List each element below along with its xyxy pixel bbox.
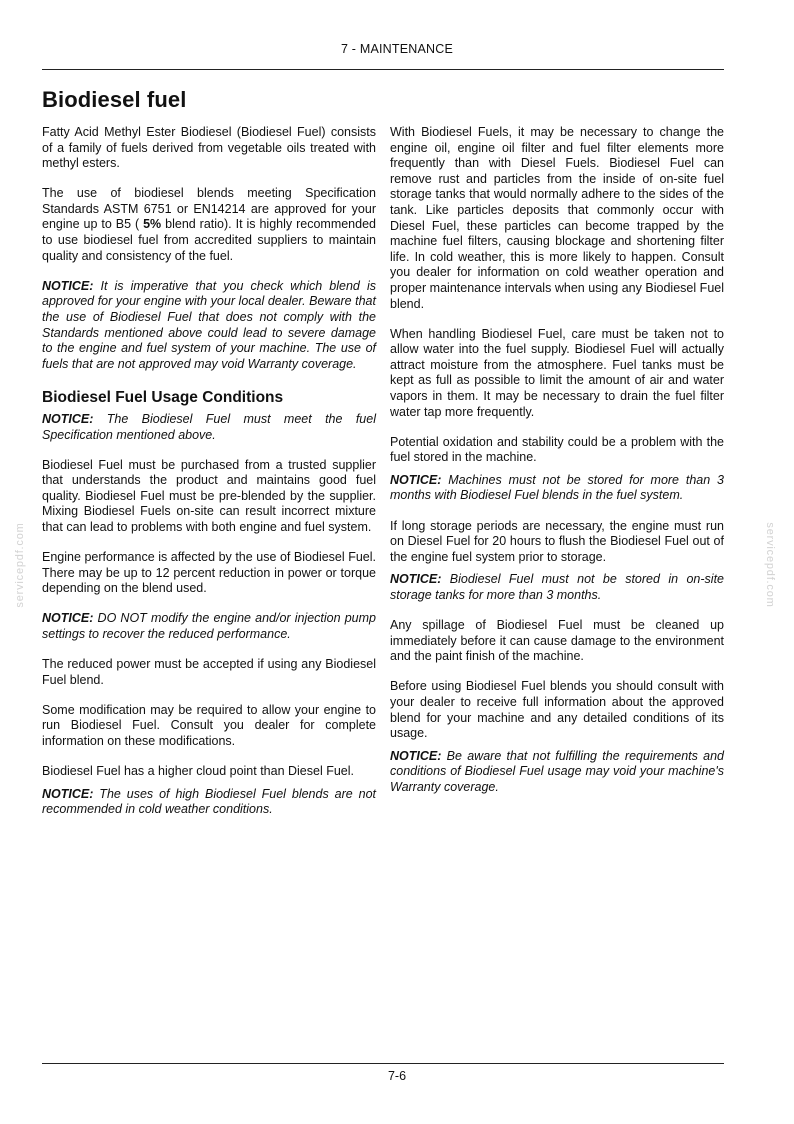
oxidation-paragraph: Potential oxidation and stability could be a problem with the fuel stored in the machine. (390, 434, 724, 465)
notice-warranty: NOTICE: Be aware that not fulfilling the requirements and conditions of Biodiesel Fuel usage may void your machine's Warranty coverage. (390, 748, 724, 794)
cloud-point-paragraph: Biodiesel Fuel has a higher cloud point than Diesel Fuel. (42, 764, 354, 778)
watermark-right: servicepdf.com (764, 522, 776, 608)
long-storage-paragraph: If long storage periods are necessary, the engine must run on Diesel Fuel for 20 hours to flush the Biodiesel Fuel out of the engine fuel system prior to storage. (390, 518, 724, 564)
header-rule (42, 69, 724, 70)
page-number: 7-6 (387, 1069, 407, 1083)
modification-paragraph: Some modification may be required to allow your engine to run Biodiesel Fuel. Consult you dealer for complete information on these modifications. (42, 702, 376, 748)
section-subheading: Biodiesel Fuel Usage Conditions (42, 389, 284, 407)
spillage-paragraph: Any spillage of Biodiesel Fuel must be cleaned up immediately before it can cause damage to the environment and the paint finish of the machine. (390, 618, 724, 664)
notice-spec: NOTICE: The Biodiesel Fuel must meet the fuel Specification mentioned above. (42, 411, 376, 442)
notice-label: NOTICE: (42, 786, 94, 801)
consult-dealer-paragraph: Before using Biodiesel Fuel blends you should consult with your dealer to receive full information about the approved blend for your machine and any detailed conditions of its usage. (390, 679, 724, 741)
footer-rule (42, 1063, 724, 1064)
blend-ratio: 5% (143, 217, 162, 232)
notice-storage-tanks: NOTICE: Biodiesel Fuel must not be stored in on-site storage tanks for more than 3 months. (390, 572, 724, 602)
notice-label: NOTICE: (42, 611, 94, 626)
section-header: 7 - MAINTENANCE (340, 42, 454, 56)
notice-label: NOTICE: (390, 472, 442, 487)
performance-paragraph: Engine performance is affected by the use of Biodiesel Fuel. There may be up to 12 percent reduction in power or torque depending on the blend used. (42, 550, 376, 596)
maintenance-paragraph: With Biodiesel Fuels, it may be necessary to change the engine oil, engine oil filter and fuel filter elements more frequently than with Diesel Fuels. Biodiesel Fuel can remove rust and particles from the inside of on-site fuel storage tanks that would normally adhere to the sides of the tank. Like particles deposits that commonly occur with Diesel Fuel, these particles can become trapped by the machine fuel filters, causing blockage and shortening filter life. In cold weather, this is more likely to happen. Consult you dealer for information on cold weather operation and proper maintenance intervals when using any Biodiesel Fuel blend. (390, 125, 724, 311)
water-paragraph: When handling Biodiesel Fuel, care must be taken not to allow water into the fuel supply. Biodiesel Fuel will actually attract moisture from the atmosphere. Fuel tanks must be kept as full as possible to limit the amount of air and water vapors in them. It may be necessary to drain the fuel filter water tap more frequently. (390, 326, 724, 419)
page-title: Biodiesel fuel (42, 87, 187, 112)
notice-no-modify: NOTICE: DO NOT modify the engine and/or injection pump settings to recover the reduced performance. (42, 611, 376, 641)
notice-storage-machine: NOTICE: Machines must not be stored for more than 3 months with Biodiesel Fuel blends in the fuel system. (390, 472, 724, 503)
notice-label: NOTICE: (42, 411, 94, 426)
reduced-power-paragraph: The reduced power must be accepted if using any Biodiesel Fuel blend. (42, 657, 376, 687)
approved-blends-paragraph: The use of biodiesel blends meeting Specification Standards ASTM 6751 or EN14214 are approved for your engine up to B5 ( 5% blend ratio). It is highly recommended to use biodiesel fuel from accredited suppliers to maintain quality and consistency of the fuel. (42, 186, 376, 263)
intro-paragraph: Fatty Acid Methyl Ester Biodiesel (Biodiesel Fuel) consists of a family of fuels derived from vegetable oils treated with methyl esters. (42, 125, 376, 171)
notice-label: NOTICE: (42, 278, 94, 293)
watermark-left: servicepdf.com (14, 522, 26, 608)
right-column (390, 125, 724, 810)
left-column (42, 125, 376, 832)
notice-label: NOTICE: (390, 572, 442, 587)
notice-cold-weather: NOTICE: The uses of high Biodiesel Fuel blends are not recommended in cold weather conditions. (42, 786, 376, 817)
notice-label: NOTICE: (390, 748, 442, 763)
notice-blend-check: NOTICE: It is imperative that you check which blend is approved for your engine with your local dealer. Beware that the use of Biodiesel Fuel that does not comply with the Standards mentioned above could lead to severe damage to the engine and fuel system of your machine. The use of fuels that are not approved may void Warranty coverage. (42, 278, 376, 371)
supplier-paragraph: Biodiesel Fuel must be purchased from a trusted supplier that understands the product and maintains good fuel quality. Biodiesel Fuel must be pre-blended by the supplier. Mixing Biodiesel Fuels on-site can result incorrect mixture that can lead to problems with both engine and fuel system. (42, 457, 376, 534)
